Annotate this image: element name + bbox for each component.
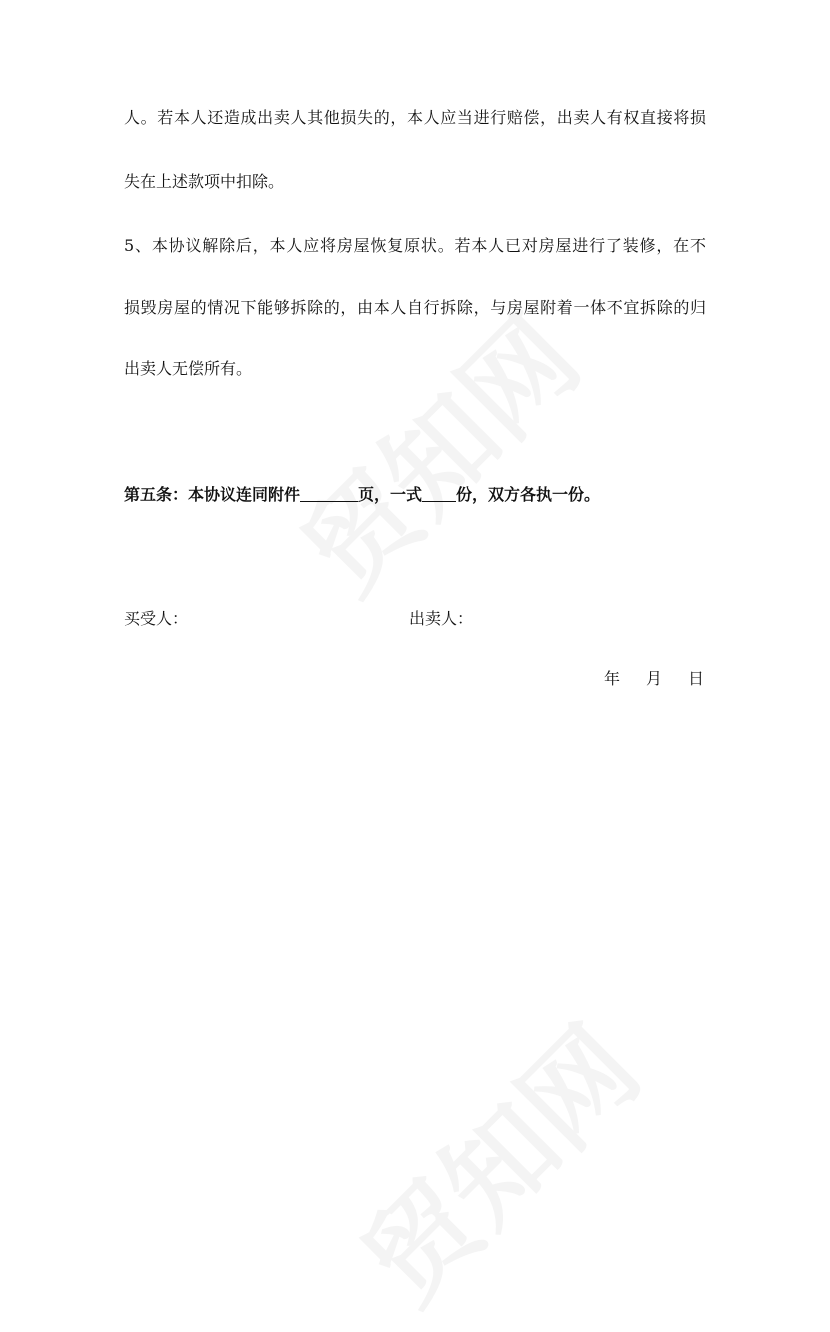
paragraph-5-line-2: 损毁房屋的情况下能够拆除的，由本人自行拆除，与房屋附着一体不宜拆除的归 (124, 298, 706, 317)
article-5-suffix: 份，双方各执一份。 (456, 485, 601, 504)
paragraph-5-line-1: 5、本协议解除后，本人应将房屋恢复原状。若本人已对房屋进行了装修，在不 (124, 236, 706, 255)
buyer-label: 买受人： (124, 609, 189, 628)
paragraph-5-line-3: 出卖人无偿所有。 (124, 359, 253, 378)
paragraph-4-line-1: 人。若本人还造成出卖人其他损失的，本人应当进行赔偿，出卖人有权直接将损 (124, 108, 706, 127)
seller-label: 出卖人： (409, 609, 474, 628)
attachment-pages-blank[interactable] (300, 485, 358, 502)
article-5-mid: 页，一式 (358, 485, 423, 504)
date-year: 年 (603, 669, 620, 688)
watermark (262, 276, 607, 621)
paragraph-4-line-2: 失在上述款项中扣除。 (124, 172, 285, 191)
date-month: 月 (645, 669, 662, 688)
article-5 (124, 485, 600, 505)
copies-blank[interactable] (422, 485, 456, 502)
article-5-prefix: 第五条：本协议连同附件 (124, 485, 301, 504)
signing-date (604, 669, 704, 689)
watermark (322, 986, 667, 1331)
date-day: 日 (687, 669, 704, 688)
